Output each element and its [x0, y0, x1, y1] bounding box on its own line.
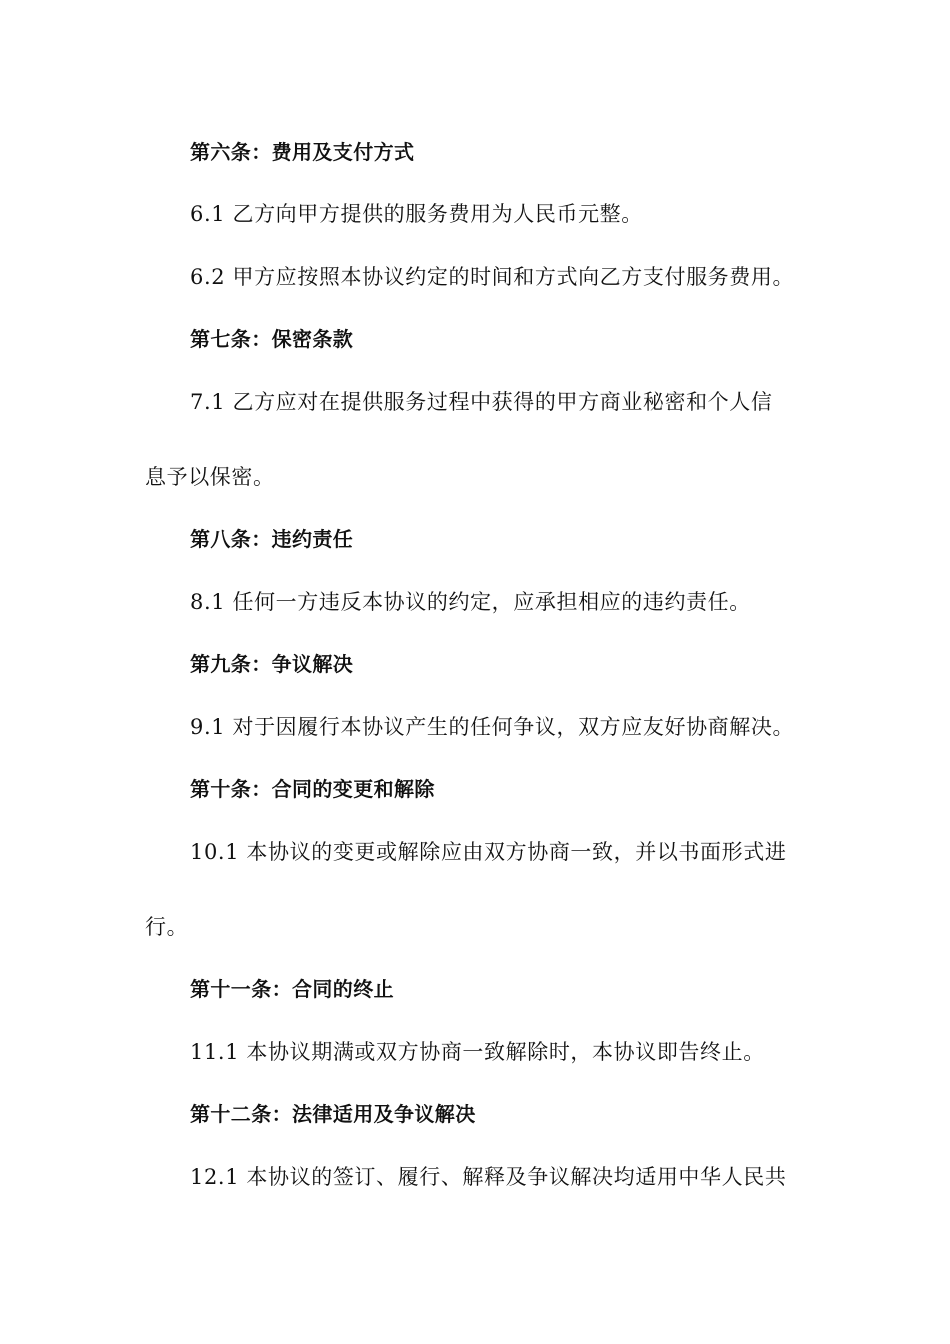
- article-11-heading: 第十一条：合同的终止: [190, 977, 394, 1001]
- clause-11-1: 11.1 本协议期满或双方协商一致解除时，本协议即告终止。: [190, 1040, 765, 1064]
- clause-7-1-continued: 息予以保密。: [145, 465, 275, 489]
- article-7-heading: 第七条：保密条款: [190, 327, 354, 351]
- article-10-heading: 第十条：合同的变更和解除: [190, 777, 435, 801]
- clause-10-1: 10.1 本协议的变更或解除应由双方协商一致，并以书面形式进: [190, 840, 787, 864]
- clause-6-1: 6.1 乙方向甲方提供的服务费用为人民币元整。: [190, 202, 643, 226]
- article-6-heading: 第六条：费用及支付方式: [190, 140, 415, 164]
- article-8-heading: 第八条：违约责任: [190, 527, 354, 551]
- article-9-heading: 第九条：争议解决: [190, 652, 354, 676]
- clause-9-1: 9.1 对于因履行本协议产生的任何争议，双方应友好协商解决。: [190, 715, 795, 739]
- clause-10-1-continued: 行。: [145, 915, 189, 939]
- clause-6-2: 6.2 甲方应按照本协议约定的时间和方式向乙方支付服务费用。: [190, 265, 795, 289]
- clause-7-1: 7.1 乙方应对在提供服务过程中获得的甲方商业秘密和个人信: [190, 390, 773, 414]
- article-12-heading: 第十二条：法律适用及争议解决: [190, 1102, 476, 1126]
- clause-8-1: 8.1 任何一方违反本协议的约定，应承担相应的违约责任。: [190, 590, 751, 614]
- clause-12-1: 12.1 本协议的签订、履行、解释及争议解决均适用中华人民共: [190, 1165, 787, 1189]
